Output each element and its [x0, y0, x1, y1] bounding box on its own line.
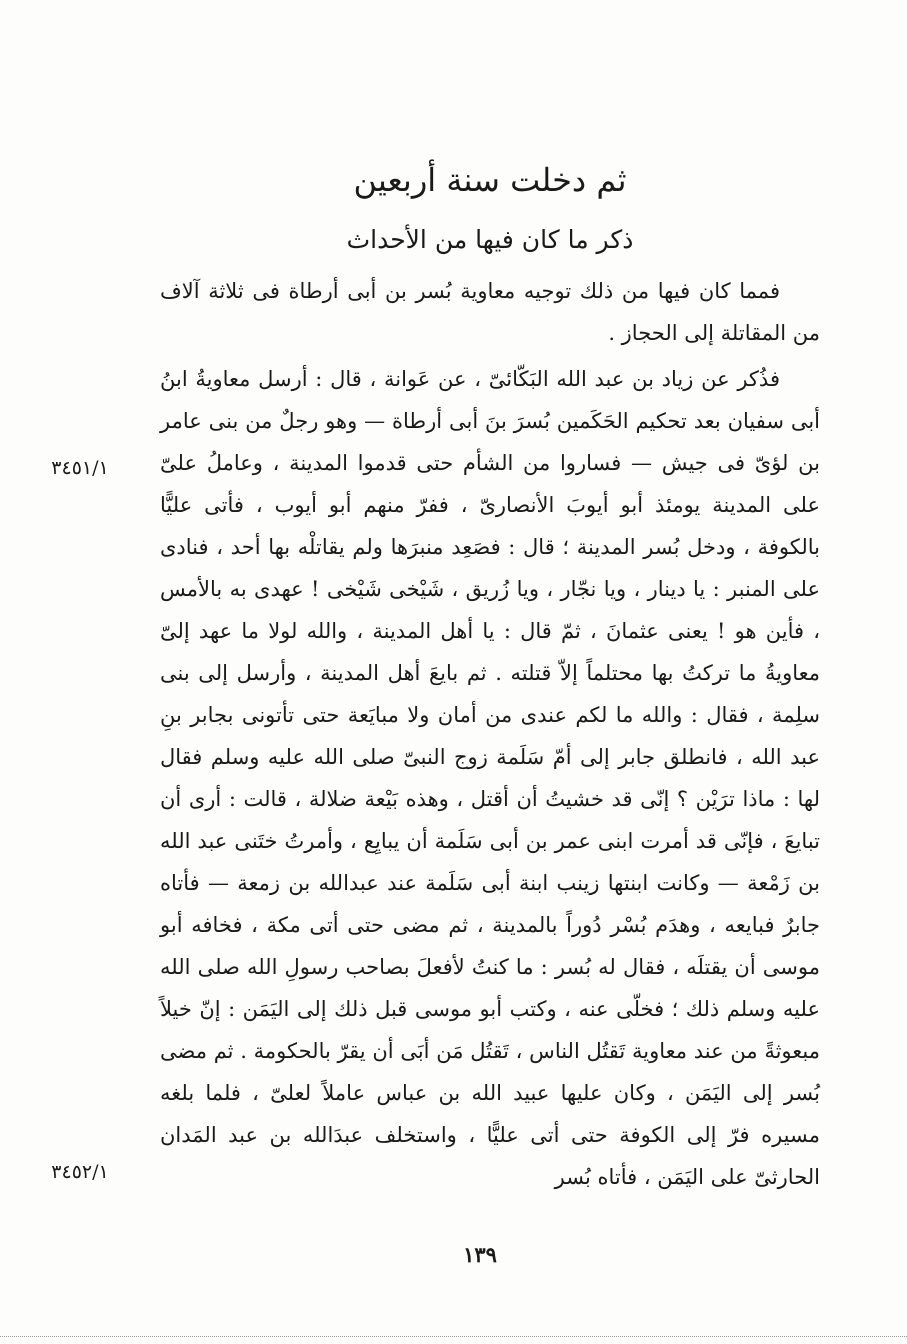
paragraph: فمما كان فيها من ذلك توجيه معاوية بُسر بن أبى أرطاة فى ثلاثة آلاف من المقاتلة إلى الحجاز . [160, 279, 820, 345]
section-title: ذكر ما كان فيها من الأحداث [346, 225, 634, 254]
page-number: ١٣٩ [463, 1242, 497, 1267]
body-text [160, 270, 820, 1202]
margin-reference: ٣٤٥٢/١ [51, 1161, 109, 1183]
paragraph: فذُكر عن زياد بن عبد الله البَكّائىّ ، عن عَوانة ، قال : أرسل معاويةُ ابنُ أبى سفيان بعد تحكيم الحَكَمين بُسرَ بنَ أبى أرطاة — وهو رجلٌ من بنى عامر بن لؤىّ فى جيش — فساروا من الشأم حتى قدموا المدينة ، وعاملُ علىّ على المدينة يومئذ أبو أيوبَ الأنصارىّ ، ففرّ منهم أبو أيوب ، فأتى عليًّا بالكوفة ، ودخل بُسر المدينة ؛ قال : فصَعِد منبرَها ولم يقاتلْه بها أحد ، فنادى على المنبر : يا دينار ، ويا نجّار ، ويا زُريق ، شَيْخى شَيْخى ! عهدى به بالأمس ، فأين هو ! يعنى عثمانَ ، ثمّ قال : يا أهل المدينة ، والله لولا ما عهد إلىّ معاويةُ ما تركتُ بها محتلماً إلاّ قتلته . ثم بايعَ أهل المدينة ، وأرسل إلى بنى سلِمة ، فقال : والله ما لكم عندى من أمان ولا مبايَعة حتى تأتونى بجابر بنِ عبد الله ، فانطلق جابر إلى أمّ سَلَمة زوج النبىّ صلى الله عليه وسلم فقال لها : ماذا ترَيْن ؟ إنّى قد خشيتُ أن أقتل ، وهذه بَيْعة ضلالة ، قالت : أرى أن تبايعَ ، فإنّى قد أمرت ابنى عمر بن أبى سَلَمة أن يبايِع ، وأمرتُ ختَنى عبد الله بن زَمْعة — وكانت ابنتها زينب ابنة أبى سَلَمة عند عبدالله بن زمعة — فأتاه جابرٌ فبايعه ، وهدَم بُسْر دُوراً بالمدينة ، ثم مضى حتى أتى مكة ، فخافه أبو موسى أن يقتلَه ، فقال له بُسر : ما كنتُ لأفعلَ بصاحب رسولِ الله صلى الله عليه وسلم ذلك ؛ فخلّى عنه ، وكتب أبو موسى قبل ذلك إلى اليَمَن : إنّ خيلاً مبعوثةً من عند معاوية تَقتُل الناس ، تَقتُل مَن أبَى أن يقرّ بالحكومة . ثم مضى بُسر إلى اليَمَن ، وكان عليها عبيد الله بن عباس عاملاً لعلىّ ، فلما بلغه مسيره فرّ إلى الكوفة حتى أتى عليًّا ، واستخلف عبدَالله بن عبد المَدان الحارثىّ على اليَمَن ، فأتاه بُسر [160, 367, 820, 1189]
bottom-rule [0, 1336, 907, 1337]
margin-reference: ٣٤٥١/١ [51, 457, 109, 479]
chapter-title: ثم دخلت سنة أربعين [353, 161, 627, 199]
